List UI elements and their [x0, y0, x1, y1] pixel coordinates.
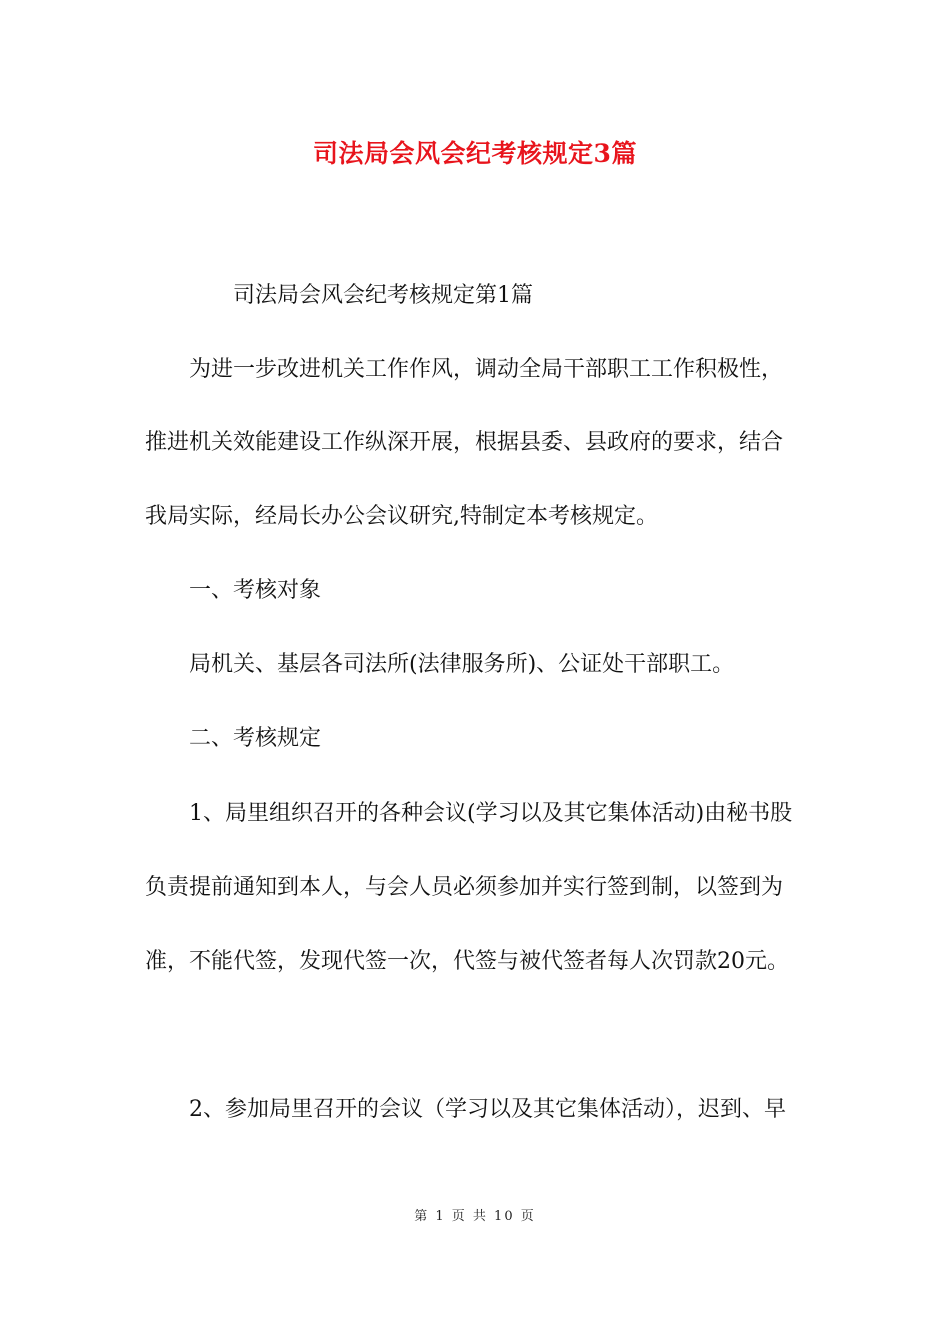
paragraph-line: 推进机关效能建设工作纵深开展，根据县委、县政府的要求，结合: [145, 430, 784, 455]
page-footer: 第 1 页 共 10 页: [414, 1209, 536, 1224]
paragraph-line: 准，不能代签，发现代签一次，代签与被代签者每人次罚款20元。: [145, 949, 789, 974]
paragraph-line: 为进一步改进机关工作作风，调动全局干部职工工作积极性，: [189, 357, 784, 382]
section-heading: 一、考核对象: [189, 578, 322, 603]
document-title: 司法局会风会纪考核规定3篇: [313, 139, 637, 168]
section-heading: 二、考核规定: [189, 726, 322, 751]
paragraph-line: 我局实际，经局长办公会议研究,特制定本考核规定。: [145, 504, 658, 529]
section-subtitle: 司法局会风会纪考核规定第1篇: [233, 283, 533, 308]
paragraph-line: 局机关、基层各司法所(法律服务所)、公证处干部职工。: [189, 652, 735, 677]
paragraph-line: 负责提前通知到本人，与会人员必须参加并实行签到制，以签到为: [145, 875, 784, 900]
paragraph-line: 2、参加局里召开的会议（学习以及其它集体活动），迟到、早: [189, 1097, 786, 1122]
paragraph-line: 1、局里组织召开的各种会议(学习以及其它集体活动)由秘书股: [189, 801, 793, 826]
